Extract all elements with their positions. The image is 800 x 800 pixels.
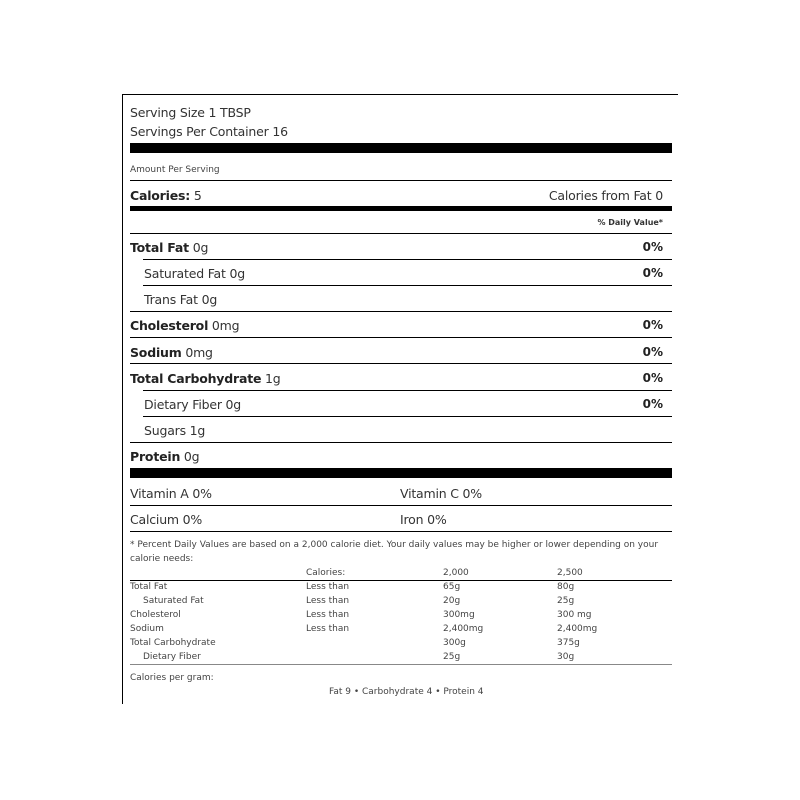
nutrient-label: Cholesterol [130,318,209,333]
nutrient-daily-value: 0% [642,345,663,359]
nutrient-daily-value: 0% [642,371,663,385]
thick-divider [130,468,672,478]
table-cell: 30g [557,652,575,662]
divider [130,664,672,665]
amount-per-serving: Amount Per Serving [130,165,220,175]
table-cell: 300 mg [557,610,592,620]
table-cell: 25g [557,596,575,606]
iron: Iron 0% [400,512,447,527]
table-cell: 2,400mg [557,624,598,634]
nutrient-text [130,345,213,360]
nutrient-amount: 0g [188,240,209,255]
nutrient-row-dietary-fiber [130,391,672,417]
nutrient-row-sugars [130,417,672,443]
table-cell: Saturated Fat [143,596,204,606]
nutrient-text [130,371,281,386]
calories-value: 5 [190,188,202,203]
footnote-line-2: calorie needs: [130,554,194,564]
nutrient-amount: 0mg [181,345,213,360]
nutrient-row-sodium [130,339,672,365]
thick-divider [130,143,672,153]
mineral-row [130,506,672,532]
nutrient-amount: 0mg [208,318,240,333]
vitamin-a: Vitamin A 0% [130,486,212,501]
divider [130,180,672,181]
calories [130,188,202,203]
table-cell: Less than [306,596,350,606]
calories-label: Calories: [130,188,191,203]
table-cell: 25g [443,652,461,662]
table-cell: 20g [443,596,461,606]
footnote-line-1: * Percent Daily Values are based on a 2,000 calorie diet. Your daily values may be higher or lower depending on your [130,540,659,550]
nutrient-text [144,397,241,412]
nutrient-label: Total Fat [130,240,189,255]
servings-per-container: Servings Per Container 16 [130,124,288,139]
nutrient-text [130,318,239,333]
calcium: Calcium 0% [130,512,203,527]
nutrient-label: Sugars [144,423,186,438]
nutrient-text [144,292,217,307]
nutrient-label: Sodium [130,345,182,360]
table-cell: 65g [443,582,461,592]
table-row [130,595,672,609]
nutrient-text [130,240,208,255]
nutrient-amount: 0g [180,449,200,464]
nutrient-daily-value: 0% [642,240,663,254]
nutrient-label: Protein [130,449,181,464]
table-cell: Less than [306,610,350,620]
table-cell: Less than [306,624,350,634]
nutrient-row-protein [130,443,672,469]
table-header-row [130,567,672,581]
table-cell: Total Carbohydrate [130,638,216,648]
divider [130,531,672,532]
nutrient-amount: 0g [225,266,245,281]
table-row [130,651,672,665]
divider [130,337,672,338]
table-row [130,581,672,595]
nutrient-daily-value: 0% [642,266,663,280]
nutrient-row-saturated-fat [130,260,672,286]
table-header-cell: 2,000 [443,568,469,578]
calories-per-gram-label: Calories per gram: [130,673,214,683]
table-header-cell: Calories: [306,568,346,578]
table-cell: 300mg [443,610,475,620]
nutrient-text [144,423,205,438]
nutrient-row-total-fat [130,234,672,260]
nutrient-label: Trans Fat [144,292,198,307]
nutrient-row-cholesterol [130,312,672,338]
nutrient-text [130,449,199,464]
divider [130,363,672,364]
nutrient-daily-value: 0% [642,318,663,332]
nutrient-amount: 1g [261,371,281,386]
medium-divider [130,206,672,211]
nutrient-label: Dietary Fiber [144,397,222,412]
table-row [130,623,672,637]
nutrient-daily-value: 0% [642,397,663,411]
table-header-cell: 2,500 [557,568,583,578]
nutrient-row-trans-fat [130,286,672,312]
table-cell: Cholesterol [130,610,181,620]
nutrient-amount: 0g [197,292,218,307]
table-cell: 2,400mg [443,624,484,634]
serving-size: Serving Size 1 TBSP [130,105,251,120]
table-cell: Dietary Fiber [143,652,201,662]
calories-from-fat: Calories from Fat 0 [548,188,663,203]
table-row [130,609,672,623]
vitamin-row [130,480,672,506]
nutrient-label: Saturated Fat [144,266,226,281]
table-cell: Total Fat [130,582,168,592]
table-cell: Sodium [130,624,164,634]
nutrition-facts-label [122,94,678,704]
table-cell: 80g [557,582,575,592]
vitamin-c: Vitamin C 0% [400,486,482,501]
table-row [130,637,672,651]
nutrient-amount: 1g [185,423,206,438]
nutrient-row-total-carbohydrate [130,365,672,391]
nutrient-amount: 0g [221,397,242,412]
daily-value-header: % Daily Value* [597,218,663,227]
nutrient-label: Total Carbohydrate [130,371,262,386]
table-cell: 300g [443,638,466,648]
table-cell: Less than [306,582,350,592]
calories-per-gram-values: Fat 9 • Carbohydrate 4 • Protein 4 [329,687,484,697]
nutrient-text [144,266,245,281]
table-cell: 375g [557,638,580,648]
